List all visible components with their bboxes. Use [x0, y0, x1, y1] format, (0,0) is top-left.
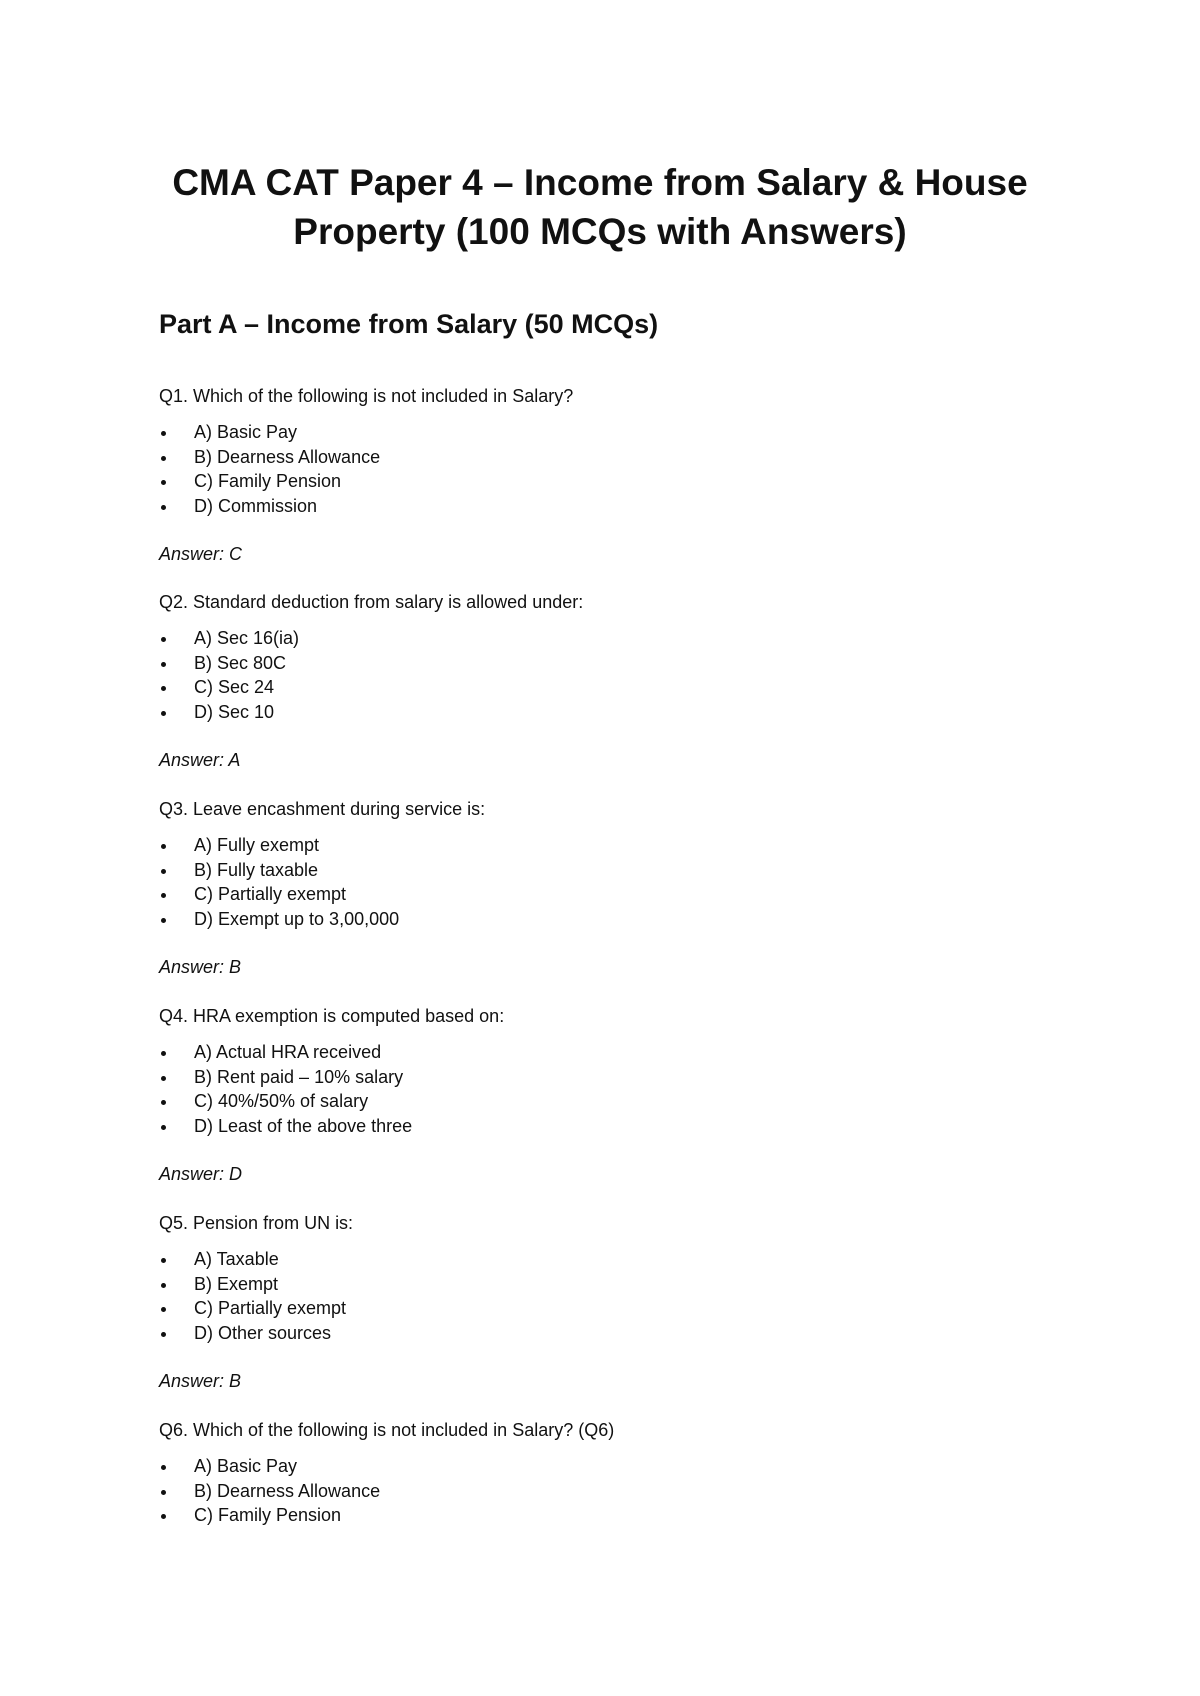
question-block: [159, 1418, 1059, 1528]
option-item: [159, 1321, 1059, 1346]
question-text: Q4. HRA exemption is computed based on:: [159, 1006, 505, 1026]
option-item: [159, 1065, 1059, 1090]
option-list: [159, 1454, 1059, 1528]
option-label: A) Basic Pay: [194, 422, 298, 442]
bullet-icon: [161, 1514, 166, 1519]
bullet-icon: [161, 1332, 166, 1337]
option-item: [159, 469, 1059, 494]
option-label: C) Family Pension: [194, 471, 342, 491]
option-label: D) Least of the above three: [194, 1115, 413, 1136]
option-item: [159, 494, 1059, 519]
question-block: [159, 590, 1059, 772]
question-block: [159, 797, 1059, 979]
option-label: D) Commission: [194, 495, 318, 516]
bullet-icon: [161, 1100, 166, 1105]
question-text: Q5. Pension from UN is:: [159, 1213, 354, 1233]
bullet-icon: [161, 505, 166, 510]
answer-text: Answer: A: [159, 750, 241, 770]
bullet-icon: [161, 662, 166, 667]
bullet-icon: [161, 869, 166, 874]
option-label: C) Sec 24: [194, 677, 275, 697]
answer-text: Answer: C: [159, 544, 243, 564]
bullet-icon: [161, 431, 166, 436]
question-text: Q1. Which of the following is not included in Salary?: [159, 386, 574, 406]
bullet-icon: [161, 1125, 166, 1130]
bullet-icon: [161, 918, 166, 923]
option-label: A) Actual HRA received: [194, 1042, 382, 1062]
option-label: B) Sec 80C: [194, 652, 287, 673]
bullet-icon: [161, 1076, 166, 1081]
option-item: [159, 626, 1059, 651]
answer-text: Answer: D: [159, 1164, 243, 1184]
option-label: C) 40%/50% of salary: [194, 1091, 369, 1111]
option-label: B) Fully taxable: [194, 859, 319, 880]
option-item: [159, 420, 1059, 445]
option-item: [159, 1503, 1059, 1528]
option-item: [159, 1479, 1059, 1504]
option-label: A) Fully exempt: [194, 835, 320, 855]
option-label: C) Partially exempt: [194, 1298, 347, 1318]
question-block: [159, 384, 1059, 566]
bullet-icon: [161, 893, 166, 898]
option-item: [159, 675, 1059, 700]
bullet-icon: [161, 1490, 166, 1495]
option-item: [159, 907, 1059, 932]
question-text: Q6. Which of the following is not included in Salary? (Q6): [159, 1420, 615, 1440]
option-list: [159, 833, 1059, 931]
bullet-icon: [161, 844, 166, 849]
option-item: [159, 1247, 1059, 1272]
option-item: [159, 1296, 1059, 1321]
bullet-icon: [161, 1465, 166, 1470]
answer-text: Answer: B: [159, 957, 242, 977]
bullet-icon: [161, 1258, 166, 1263]
option-item: [159, 858, 1059, 883]
option-label: D) Exempt up to 3,00,000: [194, 908, 400, 929]
option-label: C) Partially exempt: [194, 884, 347, 904]
bullet-icon: [161, 1283, 166, 1288]
option-label: D) Other sources: [194, 1322, 332, 1343]
option-item: [159, 833, 1059, 858]
bullet-icon: [161, 686, 166, 691]
answer-text: Answer: B: [159, 1371, 242, 1391]
option-item: [159, 1272, 1059, 1297]
option-item: [159, 1114, 1059, 1139]
bullet-icon: [161, 1051, 166, 1056]
option-list: [159, 1247, 1059, 1345]
option-list: [159, 420, 1059, 518]
option-label: B) Rent paid – 10% salary: [194, 1066, 404, 1087]
question-text: Q2. Standard deduction from salary is allowed under:: [159, 592, 584, 612]
option-label: C) Family Pension: [194, 1505, 342, 1525]
document-title: CMA CAT Paper 4 – Income from Salary & House Property (100 MCQs with Answers): [172, 162, 1028, 252]
option-label: B) Dearness Allowance: [194, 1480, 381, 1501]
option-item: [159, 651, 1059, 676]
option-label: B) Dearness Allowance: [194, 446, 381, 467]
question-text: Q3. Leave encashment during service is:: [159, 799, 486, 819]
bullet-icon: [161, 711, 166, 716]
option-label: B) Exempt: [194, 1273, 279, 1294]
question-block: [159, 1004, 1059, 1186]
bullet-icon: [161, 456, 166, 461]
part-heading: Part A – Income from Salary (50 MCQs): [159, 309, 659, 339]
option-item: [159, 1454, 1059, 1479]
option-label: A) Basic Pay: [194, 1456, 298, 1476]
option-item: [159, 1040, 1059, 1065]
option-item: [159, 1089, 1059, 1114]
option-label: A) Taxable: [194, 1249, 279, 1269]
bullet-icon: [161, 480, 166, 485]
option-item: [159, 882, 1059, 907]
option-label: D) Sec 10: [194, 701, 275, 722]
bullet-icon: [161, 637, 166, 642]
bullet-icon: [161, 1307, 166, 1312]
option-list: [159, 1040, 1059, 1138]
question-block: [159, 1211, 1059, 1393]
option-item: [159, 445, 1059, 470]
option-label: A) Sec 16(ia): [194, 628, 300, 648]
option-list: [159, 626, 1059, 724]
option-item: [159, 700, 1059, 725]
